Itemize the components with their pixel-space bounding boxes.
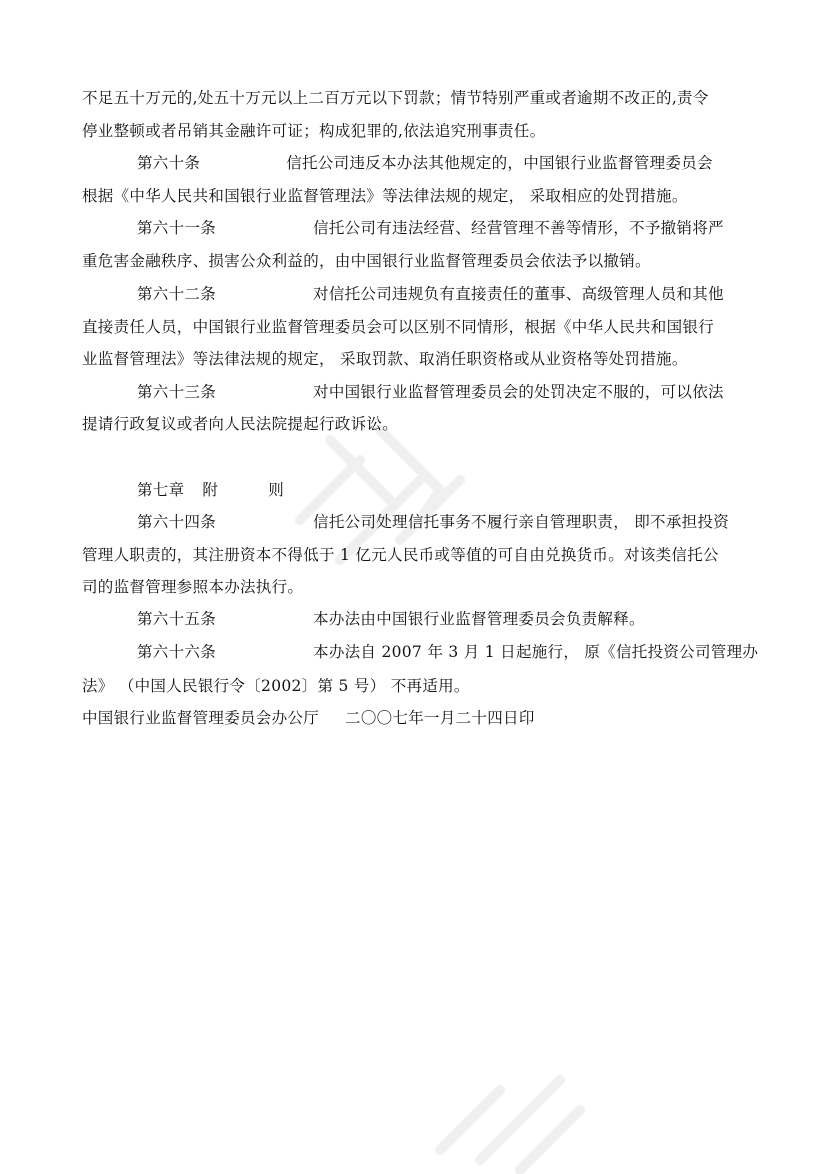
article-60-line-2	[82, 186, 688, 206]
article-64-text-3: 司的监督管理参照本办法执行。	[82, 578, 304, 596]
chapter-7-number: 第七章	[137, 481, 185, 499]
article-60-text-2: 根据《中华人民共和国银行业监督管理法》等法律法规的规定， 采取相应的处罚措施。	[82, 187, 688, 205]
continuation-text-1: 不足五十万元的,处五十万元以上二百万元以下罚款；情节特别严重或者逾期不改正的,责令	[82, 89, 709, 107]
continuation-text-2: 停业整顿或者吊销其金融许可证；构成犯罪的,依法追究刑事责任。	[82, 122, 546, 140]
footer-date: 二〇〇七年一月二十四日印	[345, 709, 535, 727]
article-61-number: 第六十一条	[137, 219, 217, 237]
article-64-line-1	[137, 512, 729, 532]
article-66-text-1: 本办法自 2007 年 3 月 1 日起施行， 原《信托投资公司管理办	[313, 643, 759, 661]
article-63-text-1: 对中国银行业监督管理委员会的处罚决定不服的，可以依法	[313, 383, 724, 401]
article-64-text-1: 信托公司处理信托事务不履行亲自管理职责， 即不承担投资	[313, 513, 730, 531]
article-63-number: 第六十三条	[137, 383, 217, 401]
article-61-text-2: 重危害金融秩序、损害公众利益的，由中国银行业监督管理委员会依法予以撤销。	[82, 252, 651, 270]
article-62-text-3: 业监督管理法》等法律法规的规定， 采取罚款、取消任职资格或从业资格等处罚措施。	[82, 350, 688, 368]
footer-line	[82, 708, 535, 728]
article-62-line-2	[82, 317, 714, 337]
article-62-number: 第六十二条	[137, 285, 217, 303]
article-61-text-1: 信托公司有违法经营、经营管理不善等情形，不予撤销将严	[313, 219, 724, 237]
article-66-text-2: 法》 （中国人民银行令〔2002〕第 5 号） 不再适用。	[82, 677, 470, 695]
article-64-line-2	[82, 545, 719, 565]
article-62-text-2: 直接责任人员，中国银行业监督管理委员会可以区别不同情形，根据《中华人民共和国银行	[82, 318, 715, 336]
article-66-number: 第六十六条	[137, 643, 217, 661]
article-62-line-1	[137, 284, 724, 304]
article-63-text-2: 提请行政复议或者向人民法院提起行政诉讼。	[82, 415, 399, 433]
article-63-line-2	[82, 414, 398, 434]
article-61-line-1	[137, 218, 724, 238]
article-65-number: 第六十五条	[137, 610, 217, 628]
article-60-line-1	[137, 153, 713, 173]
article-60-text-1: 信托公司违反本办法其他规定的，中国银行业监督管理委员会	[286, 154, 713, 172]
article-60-number: 第六十条	[137, 154, 201, 172]
article-62-text-1: 对信托公司违规负有直接责任的董事、高级管理人员和其他	[313, 285, 724, 303]
article-64-number: 第六十四条	[137, 513, 217, 531]
article-61-line-2	[82, 251, 651, 271]
chapter-7-title-part-2: 则	[268, 481, 285, 499]
chapter-7-heading	[137, 480, 284, 500]
continuation-line-2	[82, 121, 545, 141]
article-65-line-1	[137, 609, 645, 629]
article-66-line-1	[137, 642, 758, 662]
article-62-line-3	[82, 349, 688, 369]
article-63-line-1	[137, 382, 724, 402]
article-64-line-3	[82, 577, 303, 597]
article-66-line-2	[82, 676, 470, 696]
footer-issuer: 中国银行业监督管理委员会办公厅	[82, 709, 320, 727]
continuation-line-1	[82, 88, 709, 108]
article-65-text-1: 本办法由中国银行业监督管理委员会负责解释。	[313, 610, 645, 628]
article-64-text-2: 管理人职责的，其注册资本不得低于 1 亿元人民币或等值的可自由兑换货币。对该类信托公	[82, 546, 719, 564]
chapter-7-title-part-1: 附	[202, 481, 219, 499]
